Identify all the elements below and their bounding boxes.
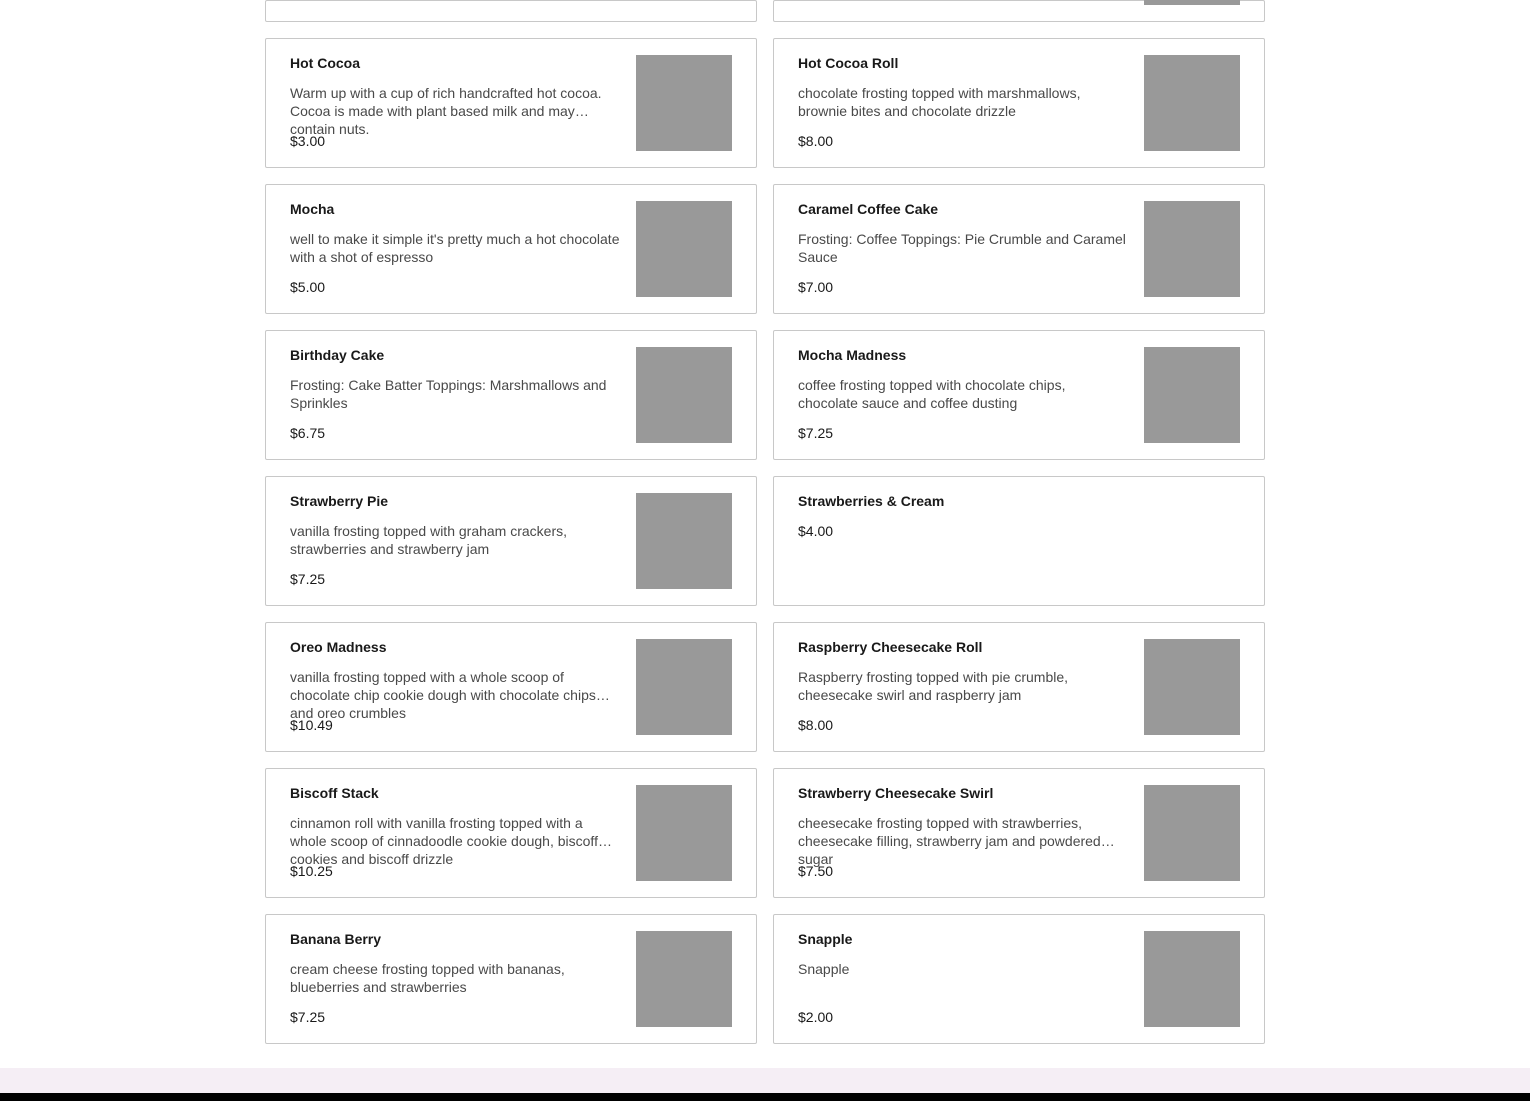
menu-item-description: Raspberry frosting topped with pie crumble, cheesecake swirl and raspberry jam bbox=[798, 669, 1069, 703]
menu-item-card[interactable] bbox=[773, 622, 1265, 752]
menu-item-name: Oreo Madness bbox=[290, 639, 387, 655]
menu-item-card[interactable] bbox=[265, 330, 757, 460]
menu-item-card[interactable] bbox=[265, 38, 757, 168]
menu-item-description: coffee frosting topped with chocolate chips, chocolate sauce and coffee dusting bbox=[798, 377, 1066, 411]
menu-item-price: $3.00 bbox=[290, 133, 326, 149]
menu-item-text bbox=[798, 639, 1128, 734]
menu-item-description: Frosting: Coffee Toppings: Pie Crumble and Caramel Sauce bbox=[798, 231, 1126, 265]
menu-item-description: vanilla frosting topped with a whole scoop of chocolate chip cookie dough with chocolate chips and oreo crumbles bbox=[290, 669, 596, 721]
menu-item-text bbox=[290, 931, 620, 1026]
menu-item-price: $7.25 bbox=[290, 571, 326, 587]
menu-item-description: cinnamon roll with vanilla frosting topped with a whole scoop of cinnadoodle cookie dough, biscoff cookies and biscoff drizzle bbox=[290, 815, 598, 867]
menu-item-text bbox=[290, 55, 620, 150]
menu-item-name: Strawberry Pie bbox=[290, 493, 389, 509]
menu-item-price: $4.00 bbox=[798, 523, 834, 539]
menu-item-price: $8.00 bbox=[798, 133, 834, 149]
menu-item-image bbox=[636, 55, 732, 151]
menu-item-text bbox=[290, 785, 620, 880]
menu-item-text bbox=[290, 639, 620, 734]
menu-item-price: $10.49 bbox=[290, 717, 333, 733]
menu-item-image bbox=[1144, 931, 1240, 1027]
menu-item-name: Strawberries & Cream bbox=[798, 493, 945, 509]
menu-item-name: Mocha bbox=[290, 201, 335, 217]
menu-item-text bbox=[290, 493, 620, 588]
menu-item-description: Snapple bbox=[798, 961, 850, 977]
menu-item-card[interactable] bbox=[773, 0, 1265, 22]
menu-item-image bbox=[1144, 639, 1240, 735]
menu-item-description: Frosting: Cake Batter Toppings: Marshmallows and Sprinkles bbox=[290, 377, 607, 411]
menu-item-image bbox=[636, 931, 732, 1027]
menu-item-image bbox=[636, 201, 732, 297]
menu-item-image bbox=[636, 785, 732, 881]
menu-item-image bbox=[1144, 201, 1240, 297]
menu-item-price: $10.25 bbox=[290, 863, 333, 879]
footer bbox=[0, 1093, 1530, 1101]
menu-item-text bbox=[798, 347, 1128, 442]
menu-item-text bbox=[290, 347, 620, 442]
menu-item-description: vanilla frosting topped with graham crackers, strawberries and strawberry jam bbox=[290, 523, 568, 557]
menu-item-text bbox=[798, 201, 1128, 296]
menu-item-card[interactable] bbox=[773, 768, 1265, 898]
menu-item-card[interactable] bbox=[773, 38, 1265, 168]
menu-item-image bbox=[1144, 55, 1240, 151]
menu-item-image bbox=[1144, 785, 1240, 881]
menu-item-price: $7.25 bbox=[290, 1009, 326, 1025]
menu-item-text bbox=[290, 201, 620, 296]
menu-item-image bbox=[1144, 0, 1240, 5]
menu-item-text bbox=[798, 493, 1238, 540]
menu-item-name: Raspberry Cheesecake Roll bbox=[798, 639, 983, 655]
menu-item-description: cream cheese frosting topped with bananas, blueberries and strawberries bbox=[290, 961, 565, 995]
menu-item-price: $7.25 bbox=[798, 425, 834, 441]
menu-item-card[interactable] bbox=[265, 184, 757, 314]
menu-item-card[interactable] bbox=[265, 914, 757, 1044]
menu-item-name: Banana Berry bbox=[290, 931, 382, 947]
menu-item-image bbox=[636, 493, 732, 589]
menu-item-price: $2.00 bbox=[798, 1009, 834, 1025]
footer-band bbox=[0, 1068, 1530, 1093]
menu-item-name: Snapple bbox=[798, 931, 853, 947]
menu-item-card[interactable] bbox=[265, 768, 757, 898]
menu-item-image-clip bbox=[1144, 1, 1240, 5]
menu-item-card[interactable] bbox=[265, 476, 757, 606]
menu-item-text bbox=[798, 785, 1128, 880]
menu-item-card[interactable] bbox=[265, 0, 757, 22]
menu-item-text bbox=[798, 931, 1128, 1026]
menu-item-name: Biscoff Stack bbox=[290, 785, 379, 801]
menu-item-description: well to make it simple it's pretty much a hot chocolate with a shot of espresso bbox=[290, 231, 620, 265]
menu-item-card[interactable] bbox=[773, 184, 1265, 314]
menu-item-name: Hot Cocoa Roll bbox=[798, 55, 899, 71]
menu-item-image bbox=[1144, 347, 1240, 443]
menu-item-card[interactable] bbox=[773, 914, 1265, 1044]
menu-item-description: cheesecake frosting topped with strawberries, cheesecake filling, strawberry jam and powdered sugar bbox=[798, 815, 1101, 867]
menu-item-card[interactable] bbox=[265, 622, 757, 752]
menu-item-card[interactable] bbox=[773, 330, 1265, 460]
menu-item-price: $8.00 bbox=[798, 717, 834, 733]
menu-item-description: Warm up with a cup of rich handcrafted hot cocoa. Cocoa is made with plant based milk and may contain nuts. bbox=[290, 85, 602, 137]
menu-item-text bbox=[798, 55, 1128, 150]
menu-item-image bbox=[636, 347, 732, 443]
menu-item-name: Hot Cocoa bbox=[290, 55, 360, 71]
menu-item-description: chocolate frosting topped with marshmallows, brownie bites and chocolate drizzle bbox=[798, 85, 1081, 119]
menu-item-name: Mocha Madness bbox=[798, 347, 907, 363]
menu-item-price: $6.75 bbox=[290, 425, 326, 441]
menu-item-card[interactable] bbox=[773, 476, 1265, 606]
menu-item-price: $5.00 bbox=[290, 279, 326, 295]
menu-item-price: $7.00 bbox=[798, 279, 834, 295]
menu-item-name: Caramel Coffee Cake bbox=[798, 201, 939, 217]
menu-item-price: $7.50 bbox=[798, 863, 834, 879]
menu-item-name: Strawberry Cheesecake Swirl bbox=[798, 785, 994, 801]
menu-item-image bbox=[636, 639, 732, 735]
menu-item-name: Birthday Cake bbox=[290, 347, 385, 363]
